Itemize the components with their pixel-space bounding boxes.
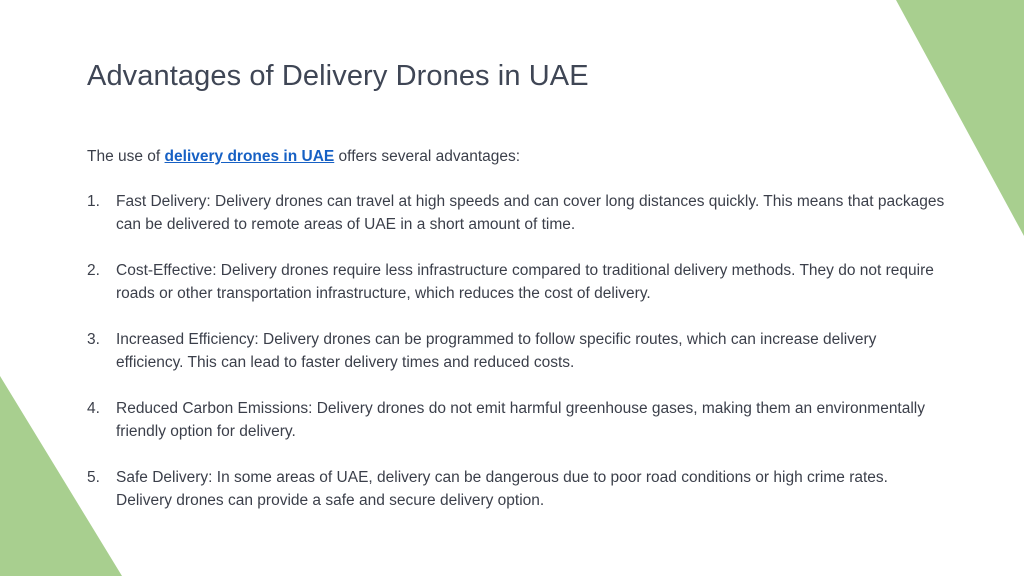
slide-title: Advantages of Delivery Drones in UAE xyxy=(87,60,589,92)
list-item-text: Cost-Effective: Delivery drones require less infrastructure compared to traditional delivery methods. They do not require roads or other transportation infrastructure, which reduces the cost of delivery. xyxy=(116,262,934,302)
list-item-number: 4. xyxy=(87,400,100,417)
delivery-drones-link[interactable]: delivery drones in UAE xyxy=(164,148,335,165)
list-item xyxy=(87,328,947,374)
intro-text-before: The use of xyxy=(87,148,165,165)
list-item-text: Safe Delivery: In some areas of UAE, delivery can be dangerous due to poor road conditions or high crime rates. Delivery drones can provide a safe and secure delivery option. xyxy=(116,469,888,509)
list-item-number: 3. xyxy=(87,331,100,348)
intro-text-after: offers several advantages: xyxy=(334,148,521,165)
list-item xyxy=(87,397,947,443)
advantages-list xyxy=(87,190,947,535)
list-item-text: Fast Delivery: Delivery drones can travel at high speeds and can cover long distances quickly. This means that packages can be delivered to remote areas of UAE in a short amount of time. xyxy=(116,193,945,233)
list-item xyxy=(87,190,947,236)
intro-paragraph xyxy=(87,145,520,168)
list-item-number: 5. xyxy=(87,469,100,486)
list-item-number: 2. xyxy=(87,262,100,279)
list-item-text: Reduced Carbon Emissions: Delivery drones do not emit harmful greenhouse gases, making them an environmentally friendly option for delivery. xyxy=(116,400,925,440)
list-item-text: Increased Efficiency: Delivery drones can be programmed to follow specific routes, which can increase delivery efficiency. This can lead to faster delivery times and reduced costs. xyxy=(116,331,877,371)
list-item xyxy=(87,259,947,305)
list-item-number: 1. xyxy=(87,193,100,210)
list-item xyxy=(87,466,947,512)
